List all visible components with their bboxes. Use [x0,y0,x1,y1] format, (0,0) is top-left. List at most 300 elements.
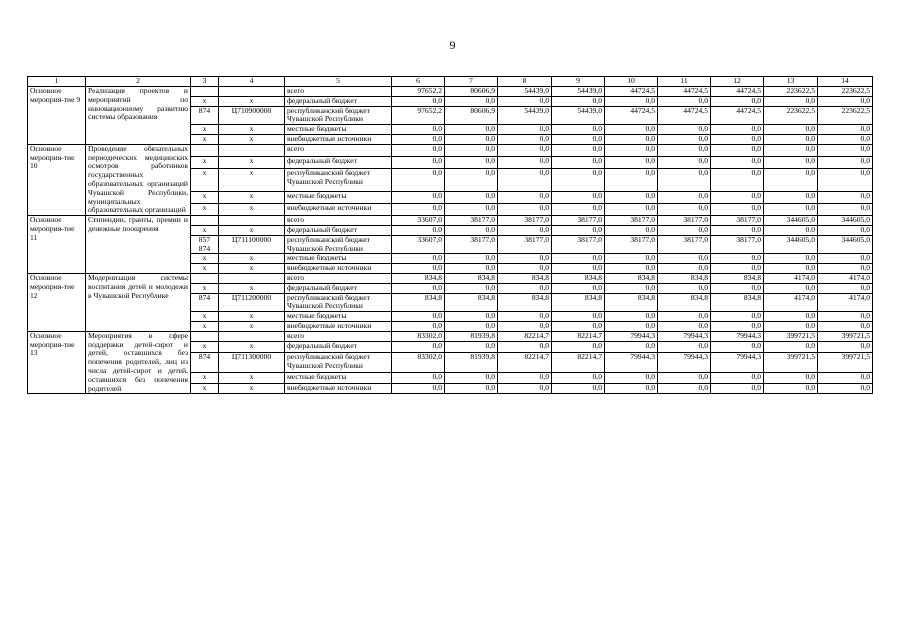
amount-cell: 79944,3 [711,331,764,342]
funding-source: республиканский бюджет Чувашской Республики [285,293,392,312]
amount-cell: 0,0 [764,156,818,168]
amount-cell: 0,0 [552,134,605,144]
amount-cell: 0,0 [445,264,498,274]
amount-cell: 0,0 [498,144,552,156]
ministry-code: x [191,191,219,203]
amount-cell: 0,0 [445,254,498,264]
amount-cell: 0,0 [658,144,711,156]
amount-cell: 0,0 [498,342,552,353]
amount-cell: 38177,0 [605,216,658,226]
amount-cell: 0,0 [658,225,711,235]
ministry-code: 874 [191,293,219,312]
amount-cell: 0,0 [498,383,552,394]
ministry-code: 874 [191,352,219,372]
amount-cell: 38177,0 [605,235,658,254]
amount-cell: 0,0 [658,383,711,394]
funding-source: местные бюджеты [285,125,392,135]
amount-cell: 0,0 [764,225,818,235]
amount-cell: 399721,5 [818,331,873,342]
amount-cell: 0,0 [392,156,445,168]
target-code: x [219,321,285,331]
amount-cell: 0,0 [498,156,552,168]
column-number: 14 [818,77,873,87]
amount-cell: 38177,0 [445,235,498,254]
amount-cell: 83302,0 [392,352,445,372]
amount-cell: 0,0 [658,204,711,216]
amount-cell: 0,0 [392,134,445,144]
amount-cell: 0,0 [818,312,873,322]
column-number: 11 [658,77,711,87]
amount-cell: 0,0 [392,254,445,264]
amount-cell: 0,0 [445,383,498,394]
amount-cell: 38177,0 [445,216,498,226]
activity-name: Стипендии, гранты, премии и денежные поощрения [86,216,191,274]
ministry-code: x [191,134,219,144]
amount-cell: 0,0 [711,283,764,293]
amount-cell: 0,0 [818,383,873,394]
amount-cell: 0,0 [445,156,498,168]
table-row [28,144,873,156]
amount-cell: 0,0 [764,312,818,322]
amount-cell: 38177,0 [498,216,552,226]
amount-cell: 0,0 [552,312,605,322]
header-row [28,77,873,87]
column-number: 13 [764,77,818,87]
amount-cell: 0,0 [605,168,658,191]
ministry-code [191,331,219,342]
activity-type: Основное мероприя-тие 12 [28,273,86,331]
amount-cell: 44724,5 [605,106,658,125]
amount-cell: 0,0 [552,96,605,106]
ministry-code [191,273,219,283]
target-code: x [219,191,285,203]
amount-cell: 0,0 [392,96,445,106]
amount-cell: 4174,0 [764,273,818,283]
amount-cell: 0,0 [498,204,552,216]
target-code: x [219,383,285,394]
amount-cell: 0,0 [445,283,498,293]
funding-source: местные бюджеты [285,191,392,203]
amount-cell: 223622,5 [764,87,818,97]
amount-cell: 0,0 [392,373,445,384]
column-number: 12 [711,77,764,87]
amount-cell: 0,0 [605,254,658,264]
ministry-code: x [191,254,219,264]
amount-cell: 54439,0 [498,87,552,97]
amount-cell: 0,0 [658,96,711,106]
amount-cell: 0,0 [711,125,764,135]
amount-cell: 0,0 [764,125,818,135]
funding-source: федеральный бюджет [285,96,392,106]
amount-cell: 0,0 [818,264,873,274]
amount-cell: 834,8 [498,293,552,312]
amount-cell: 0,0 [605,283,658,293]
amount-cell: 0,0 [445,144,498,156]
amount-cell: 0,0 [392,264,445,274]
activity-name: Реализация проектов и мероприятий по инновационному развитию системы образования [86,87,191,145]
amount-cell: 0,0 [498,373,552,384]
ministry-code: x [191,373,219,384]
amount-cell: 0,0 [498,125,552,135]
amount-cell: 79944,3 [605,352,658,372]
amount-cell: 0,0 [498,312,552,322]
amount-cell: 834,8 [552,273,605,283]
funding-source: федеральный бюджет [285,225,392,235]
amount-cell: 0,0 [658,134,711,144]
funding-source: местные бюджеты [285,312,392,322]
amount-cell: 0,0 [764,342,818,353]
amount-cell: 0,0 [818,342,873,353]
amount-cell: 0,0 [605,144,658,156]
amount-cell: 0,0 [445,342,498,353]
amount-cell: 0,0 [605,342,658,353]
column-number: 3 [191,77,219,87]
amount-cell: 0,0 [445,125,498,135]
target-code: x [219,156,285,168]
amount-cell: 0,0 [445,225,498,235]
amount-cell: 0,0 [818,225,873,235]
ministry-code: x [191,321,219,331]
amount-cell: 0,0 [552,168,605,191]
amount-cell: 0,0 [764,254,818,264]
activity-name: Мероприятия в сфере поддержки детей-сирот и детей, оставшихся без попечения родителей, лиц из числа детей-сирот и детей, оставшихся без попечения родителей [86,331,191,394]
amount-cell: 399721,5 [764,331,818,342]
amount-cell: 0,0 [445,321,498,331]
amount-cell: 0,0 [605,321,658,331]
target-code [219,87,285,97]
amount-cell: 81939,8 [445,352,498,372]
activity-type: Основное мероприя-тие 9 [28,87,86,145]
amount-cell: 0,0 [711,204,764,216]
target-code: x [219,264,285,274]
amount-cell: 0,0 [711,144,764,156]
ministry-code [191,144,219,156]
amount-cell: 0,0 [711,168,764,191]
amount-cell: 0,0 [605,96,658,106]
amount-cell: 0,0 [764,96,818,106]
target-code [219,331,285,342]
amount-cell: 0,0 [818,254,873,264]
amount-cell: 0,0 [605,225,658,235]
amount-cell: 0,0 [445,204,498,216]
target-code: x [219,342,285,353]
amount-cell: 0,0 [552,383,605,394]
funding-source: федеральный бюджет [285,342,392,353]
amount-cell: 4174,0 [818,293,873,312]
target-code: Ц711300000 [219,352,285,372]
ministry-code: 874 [191,106,219,125]
amount-cell: 834,8 [445,293,498,312]
amount-cell: 82214,7 [498,331,552,342]
ministry-code: 857 874 [191,235,219,254]
amount-cell: 0,0 [392,144,445,156]
amount-cell: 344605,0 [818,216,873,226]
activity-name: Проведение обязательных периодических медицинских осмотров работников государственных образовательных организаций Чувашской Республики, муниципальных образовательных организаций [86,144,191,215]
funding-source: федеральный бюджет [285,283,392,293]
amount-cell: 4174,0 [764,293,818,312]
column-number: 7 [445,77,498,87]
amount-cell: 0,0 [764,168,818,191]
amount-cell: 0,0 [552,283,605,293]
amount-cell: 0,0 [658,254,711,264]
ministry-code: x [191,204,219,216]
amount-cell: 834,8 [498,273,552,283]
amount-cell: 0,0 [498,134,552,144]
amount-cell: 0,0 [445,96,498,106]
amount-cell: 0,0 [764,321,818,331]
target-code: x [219,204,285,216]
amount-cell: 0,0 [711,264,764,274]
ministry-code: x [191,156,219,168]
amount-cell: 0,0 [818,204,873,216]
amount-cell: 834,8 [711,273,764,283]
column-number: 5 [285,77,392,87]
amount-cell: 0,0 [552,264,605,274]
column-number: 2 [86,77,191,87]
table-row [28,87,873,97]
target-code [219,144,285,156]
target-code: Ц711100000 [219,235,285,254]
funding-source: всего [285,87,392,97]
activity-type: Основное мероприя-тие 10 [28,144,86,215]
amount-cell: 0,0 [552,225,605,235]
amount-cell: 0,0 [818,96,873,106]
amount-cell: 0,0 [392,168,445,191]
amount-cell: 33607,0 [392,235,445,254]
amount-cell: 0,0 [711,134,764,144]
amount-cell: 0,0 [711,96,764,106]
amount-cell: 0,0 [498,96,552,106]
amount-cell: 834,8 [658,293,711,312]
amount-cell: 38177,0 [552,235,605,254]
amount-cell: 0,0 [818,373,873,384]
funding-source: республиканский бюджет Чувашской Республики [285,352,392,372]
amount-cell: 0,0 [764,191,818,203]
amount-cell: 0,0 [658,168,711,191]
amount-cell: 0,0 [498,321,552,331]
funding-source: всего [285,144,392,156]
target-code: x [219,283,285,293]
amount-cell: 834,8 [711,293,764,312]
amount-cell: 0,0 [552,156,605,168]
amount-cell: 834,8 [392,273,445,283]
amount-cell: 0,0 [498,254,552,264]
amount-cell: 834,8 [392,293,445,312]
funding-source: местные бюджеты [285,373,392,384]
amount-cell: 0,0 [658,321,711,331]
target-code: x [219,96,285,106]
amount-cell: 4174,0 [818,273,873,283]
page-number: 9 [449,38,456,52]
amount-cell: 0,0 [392,312,445,322]
amount-cell: 0,0 [764,383,818,394]
amount-cell: 54439,0 [552,87,605,97]
amount-cell: 0,0 [818,191,873,203]
funding-source: внебюджетные источники [285,204,392,216]
amount-cell: 0,0 [764,283,818,293]
amount-cell: 0,0 [711,373,764,384]
funding-source: федеральный бюджет [285,156,392,168]
target-code [219,216,285,226]
amount-cell: 79944,3 [605,331,658,342]
amount-cell: 0,0 [764,373,818,384]
amount-cell: 0,0 [445,373,498,384]
amount-cell: 97652,2 [392,87,445,97]
column-number: 6 [392,77,445,87]
target-code: x [219,168,285,191]
amount-cell: 38177,0 [498,235,552,254]
amount-cell: 834,8 [552,293,605,312]
amount-cell: 38177,0 [658,216,711,226]
funding-source: республиканский бюджет Чувашской Республики [285,168,392,191]
amount-cell: 0,0 [498,225,552,235]
column-number: 9 [552,77,605,87]
amount-cell: 0,0 [658,264,711,274]
amount-cell: 0,0 [392,383,445,394]
amount-cell: 0,0 [552,373,605,384]
funding-source: всего [285,331,392,342]
amount-cell: 0,0 [764,144,818,156]
amount-cell: 0,0 [552,191,605,203]
amount-cell: 44724,5 [711,106,764,125]
target-code [219,273,285,283]
activity-type: Основное мероприя-тие 11 [28,216,86,274]
amount-cell: 0,0 [552,342,605,353]
amount-cell: 0,0 [605,134,658,144]
ministry-code: x [191,383,219,394]
amount-cell: 0,0 [552,125,605,135]
target-code: x [219,225,285,235]
amount-cell: 0,0 [498,264,552,274]
ministry-code: x [191,342,219,353]
amount-cell: 344605,0 [764,216,818,226]
target-code: x [219,254,285,264]
amount-cell: 399721,5 [764,352,818,372]
target-code: Ц711200000 [219,293,285,312]
amount-cell: 0,0 [552,254,605,264]
amount-cell: 0,0 [658,156,711,168]
amount-cell: 0,0 [552,144,605,156]
amount-cell: 344605,0 [764,235,818,254]
amount-cell: 0,0 [392,125,445,135]
amount-cell: 0,0 [605,373,658,384]
funding-source: внебюджетные источники [285,134,392,144]
amount-cell: 82214,7 [552,331,605,342]
table-body [28,77,873,394]
amount-cell: 0,0 [392,191,445,203]
amount-cell: 0,0 [445,168,498,191]
amount-cell: 82214,7 [498,352,552,372]
target-code: x [219,134,285,144]
amount-cell: 0,0 [818,321,873,331]
amount-cell: 82214,7 [552,352,605,372]
funding-source: местные бюджеты [285,254,392,264]
ministry-code: x [191,96,219,106]
amount-cell: 0,0 [445,191,498,203]
amount-cell: 0,0 [445,312,498,322]
amount-cell: 0,0 [552,204,605,216]
activity-type: Основное мероприя-тие 13 [28,331,86,394]
column-number: 8 [498,77,552,87]
column-number: 1 [28,77,86,87]
budget-table [27,76,873,394]
amount-cell: 0,0 [818,283,873,293]
amount-cell: 0,0 [392,225,445,235]
amount-cell: 0,0 [605,312,658,322]
amount-cell: 33607,0 [392,216,445,226]
amount-cell: 38177,0 [711,216,764,226]
amount-cell: 38177,0 [658,235,711,254]
column-number: 10 [605,77,658,87]
amount-cell: 0,0 [605,264,658,274]
amount-cell: 44724,5 [711,87,764,97]
amount-cell: 0,0 [658,373,711,384]
funding-source: внебюджетные источники [285,321,392,331]
table-row [28,331,873,342]
amount-cell: 0,0 [658,342,711,353]
amount-cell: 0,0 [605,125,658,135]
target-code: x [219,312,285,322]
amount-cell: 83302,0 [392,331,445,342]
amount-cell: 223622,5 [764,106,818,125]
amount-cell: 0,0 [658,312,711,322]
amount-cell: 0,0 [711,342,764,353]
amount-cell: 223622,5 [818,87,873,97]
amount-cell: 0,0 [658,283,711,293]
amount-cell: 44724,5 [605,87,658,97]
table-row [28,273,873,283]
table-row [28,216,873,226]
amount-cell: 0,0 [658,191,711,203]
amount-cell: 79944,3 [658,331,711,342]
ministry-code: x [191,168,219,191]
ministry-code: x [191,312,219,322]
funding-source: всего [285,273,392,283]
amount-cell: 38177,0 [711,235,764,254]
amount-cell: 0,0 [392,321,445,331]
amount-cell: 0,0 [711,312,764,322]
amount-cell: 44724,5 [658,106,711,125]
amount-cell: 0,0 [552,321,605,331]
funding-source: внебюджетные источники [285,383,392,394]
ministry-code: x [191,125,219,135]
amount-cell: 0,0 [392,204,445,216]
amount-cell: 0,0 [392,283,445,293]
amount-cell: 80606,9 [445,106,498,125]
activity-name: Модернизация системы воспитания детей и молодежи в Чувашской Республике [86,273,191,331]
amount-cell: 0,0 [498,168,552,191]
amount-cell: 80606,9 [445,87,498,97]
funding-source: республиканский бюджет Чувашской Республики [285,106,392,125]
amount-cell: 0,0 [818,168,873,191]
amount-cell: 0,0 [711,254,764,264]
target-code: x [219,373,285,384]
amount-cell: 97652,2 [392,106,445,125]
ministry-code: x [191,225,219,235]
amount-cell: 0,0 [605,191,658,203]
target-code: x [219,125,285,135]
amount-cell: 834,8 [445,273,498,283]
amount-cell: 0,0 [605,383,658,394]
amount-cell: 0,0 [711,321,764,331]
amount-cell: 0,0 [711,156,764,168]
amount-cell: 79944,3 [711,352,764,372]
funding-source: всего [285,216,392,226]
amount-cell: 0,0 [818,144,873,156]
amount-cell: 0,0 [498,283,552,293]
amount-cell: 54439,0 [498,106,552,125]
amount-cell: 0,0 [392,342,445,353]
